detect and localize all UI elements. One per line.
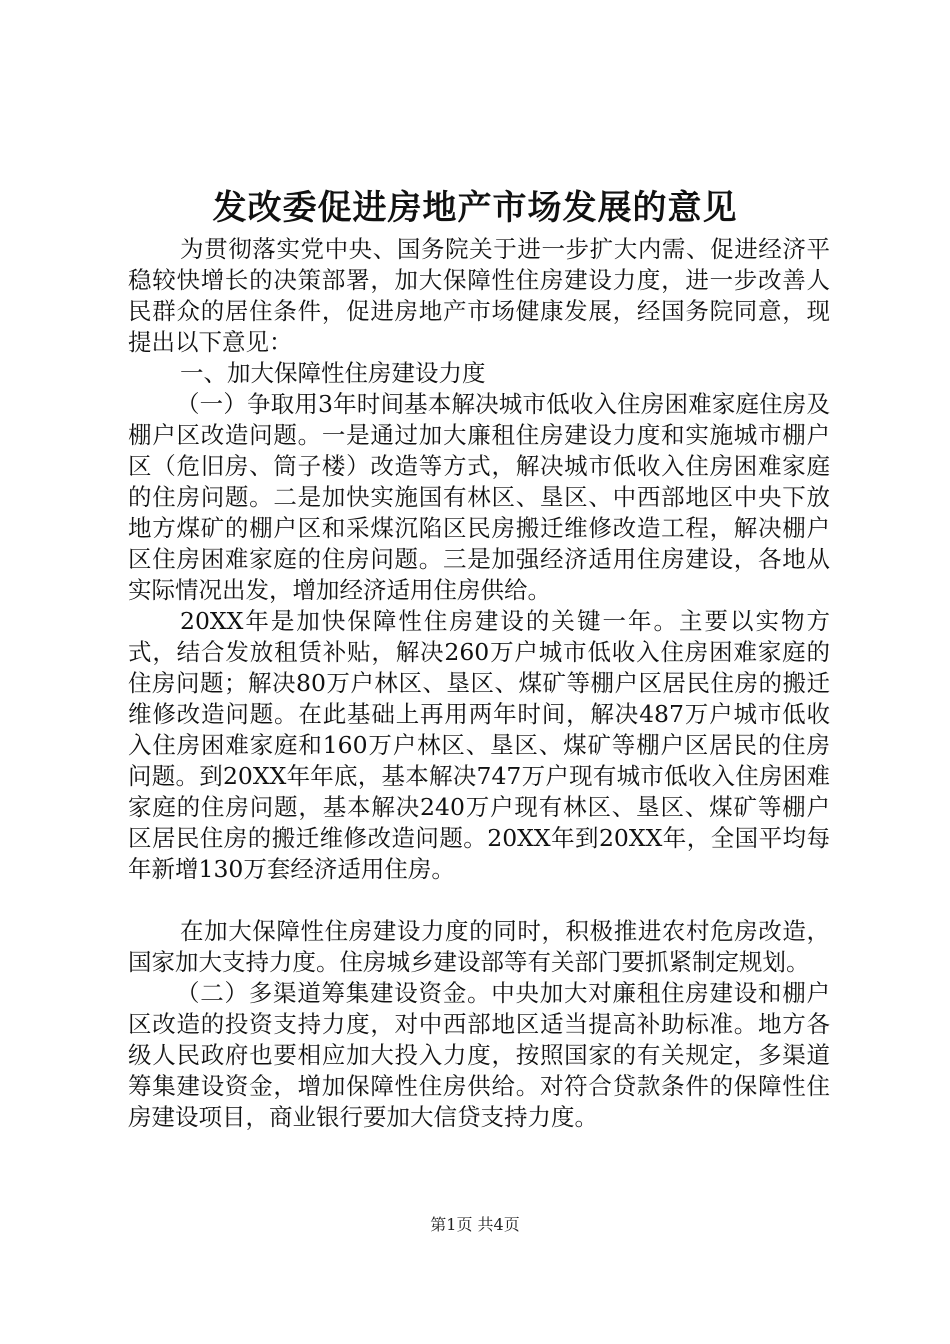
- document-title: 发改委促进房地产市场发展的意见: [212, 188, 738, 228]
- paragraph-gap: [128, 885, 830, 916]
- section-heading: 一、加大保障性住房建设力度: [180, 359, 486, 387]
- intro-paragraph: 为贯彻落实党中央、国务院关于进一步扩大内需、促进经济平稳较快增长的决策部署，加大保障性住房建设力度，进一步改善人民群众的居住条件，促进房地产市场健康发展，经国务院同意，现提出以下意见：: [128, 235, 830, 356]
- document-body: [128, 234, 830, 1133]
- targets-paragraph: 20XX年是加快保障性住房建设的关键一年。主要以实物方式，结合发放租赁补贴，解决260万户城市低收入住房困难家庭的住房问题；解决80万户林区、垦区、煤矿等棚户区居民住房的搬迁维修改造问题。在此基础上再用两年时间，解决487万户城市低收入住房困难家庭和160万户林区、垦区、煤矿等棚户区居民的住房问题。到20XX年年底，基本解决747万户现有城市低收入住房困难家庭的住房问题，基本解决240万户现有林区、垦区、煤矿等棚户区居民住房的搬迁维修改造问题。20XX年到20XX年，全国平均每年新增130万套经济适用住房。: [128, 607, 830, 883]
- rural-paragraph: 在加大保障性住房建设力度的同时，积极推进农村危房改造，国家加大支持力度。住房城乡建设部等有关部门要抓紧制定规划。: [128, 917, 830, 976]
- subsection-one-paragraph: （一）争取用3年时间基本解决城市低收入住房困难家庭住房及棚户区改造问题。一是通过加大廉租住房建设力度和实施城市棚户区（危旧房、筒子楼）改造等方式，解决城市低收入住房困难家庭的住房问题。二是加快实施国有林区、垦区、中西部地区中央下放地方煤矿的棚户区和采煤沉陷区民房搬迁维修改造工程，解决棚户区住房困难家庭的住房问题。三是加强经济适用住房建设，各地从实际情况出发，增加经济适用住房供给。: [128, 390, 830, 604]
- subsection-two-paragraph: （二）多渠道筹集建设资金。中央加大对廉租住房建设和棚户区改造的投资支持力度，对中西部地区适当提高补助标准。地方各级人民政府也要相应加大投入力度，按照国家的有关规定，多渠道筹集建设资金，增加保障性住房供给。对符合贷款条件的保障性住房建设项目，商业银行要加大信贷支持力度。: [128, 979, 830, 1131]
- page-number: 第1页 共4页: [430, 1215, 520, 1234]
